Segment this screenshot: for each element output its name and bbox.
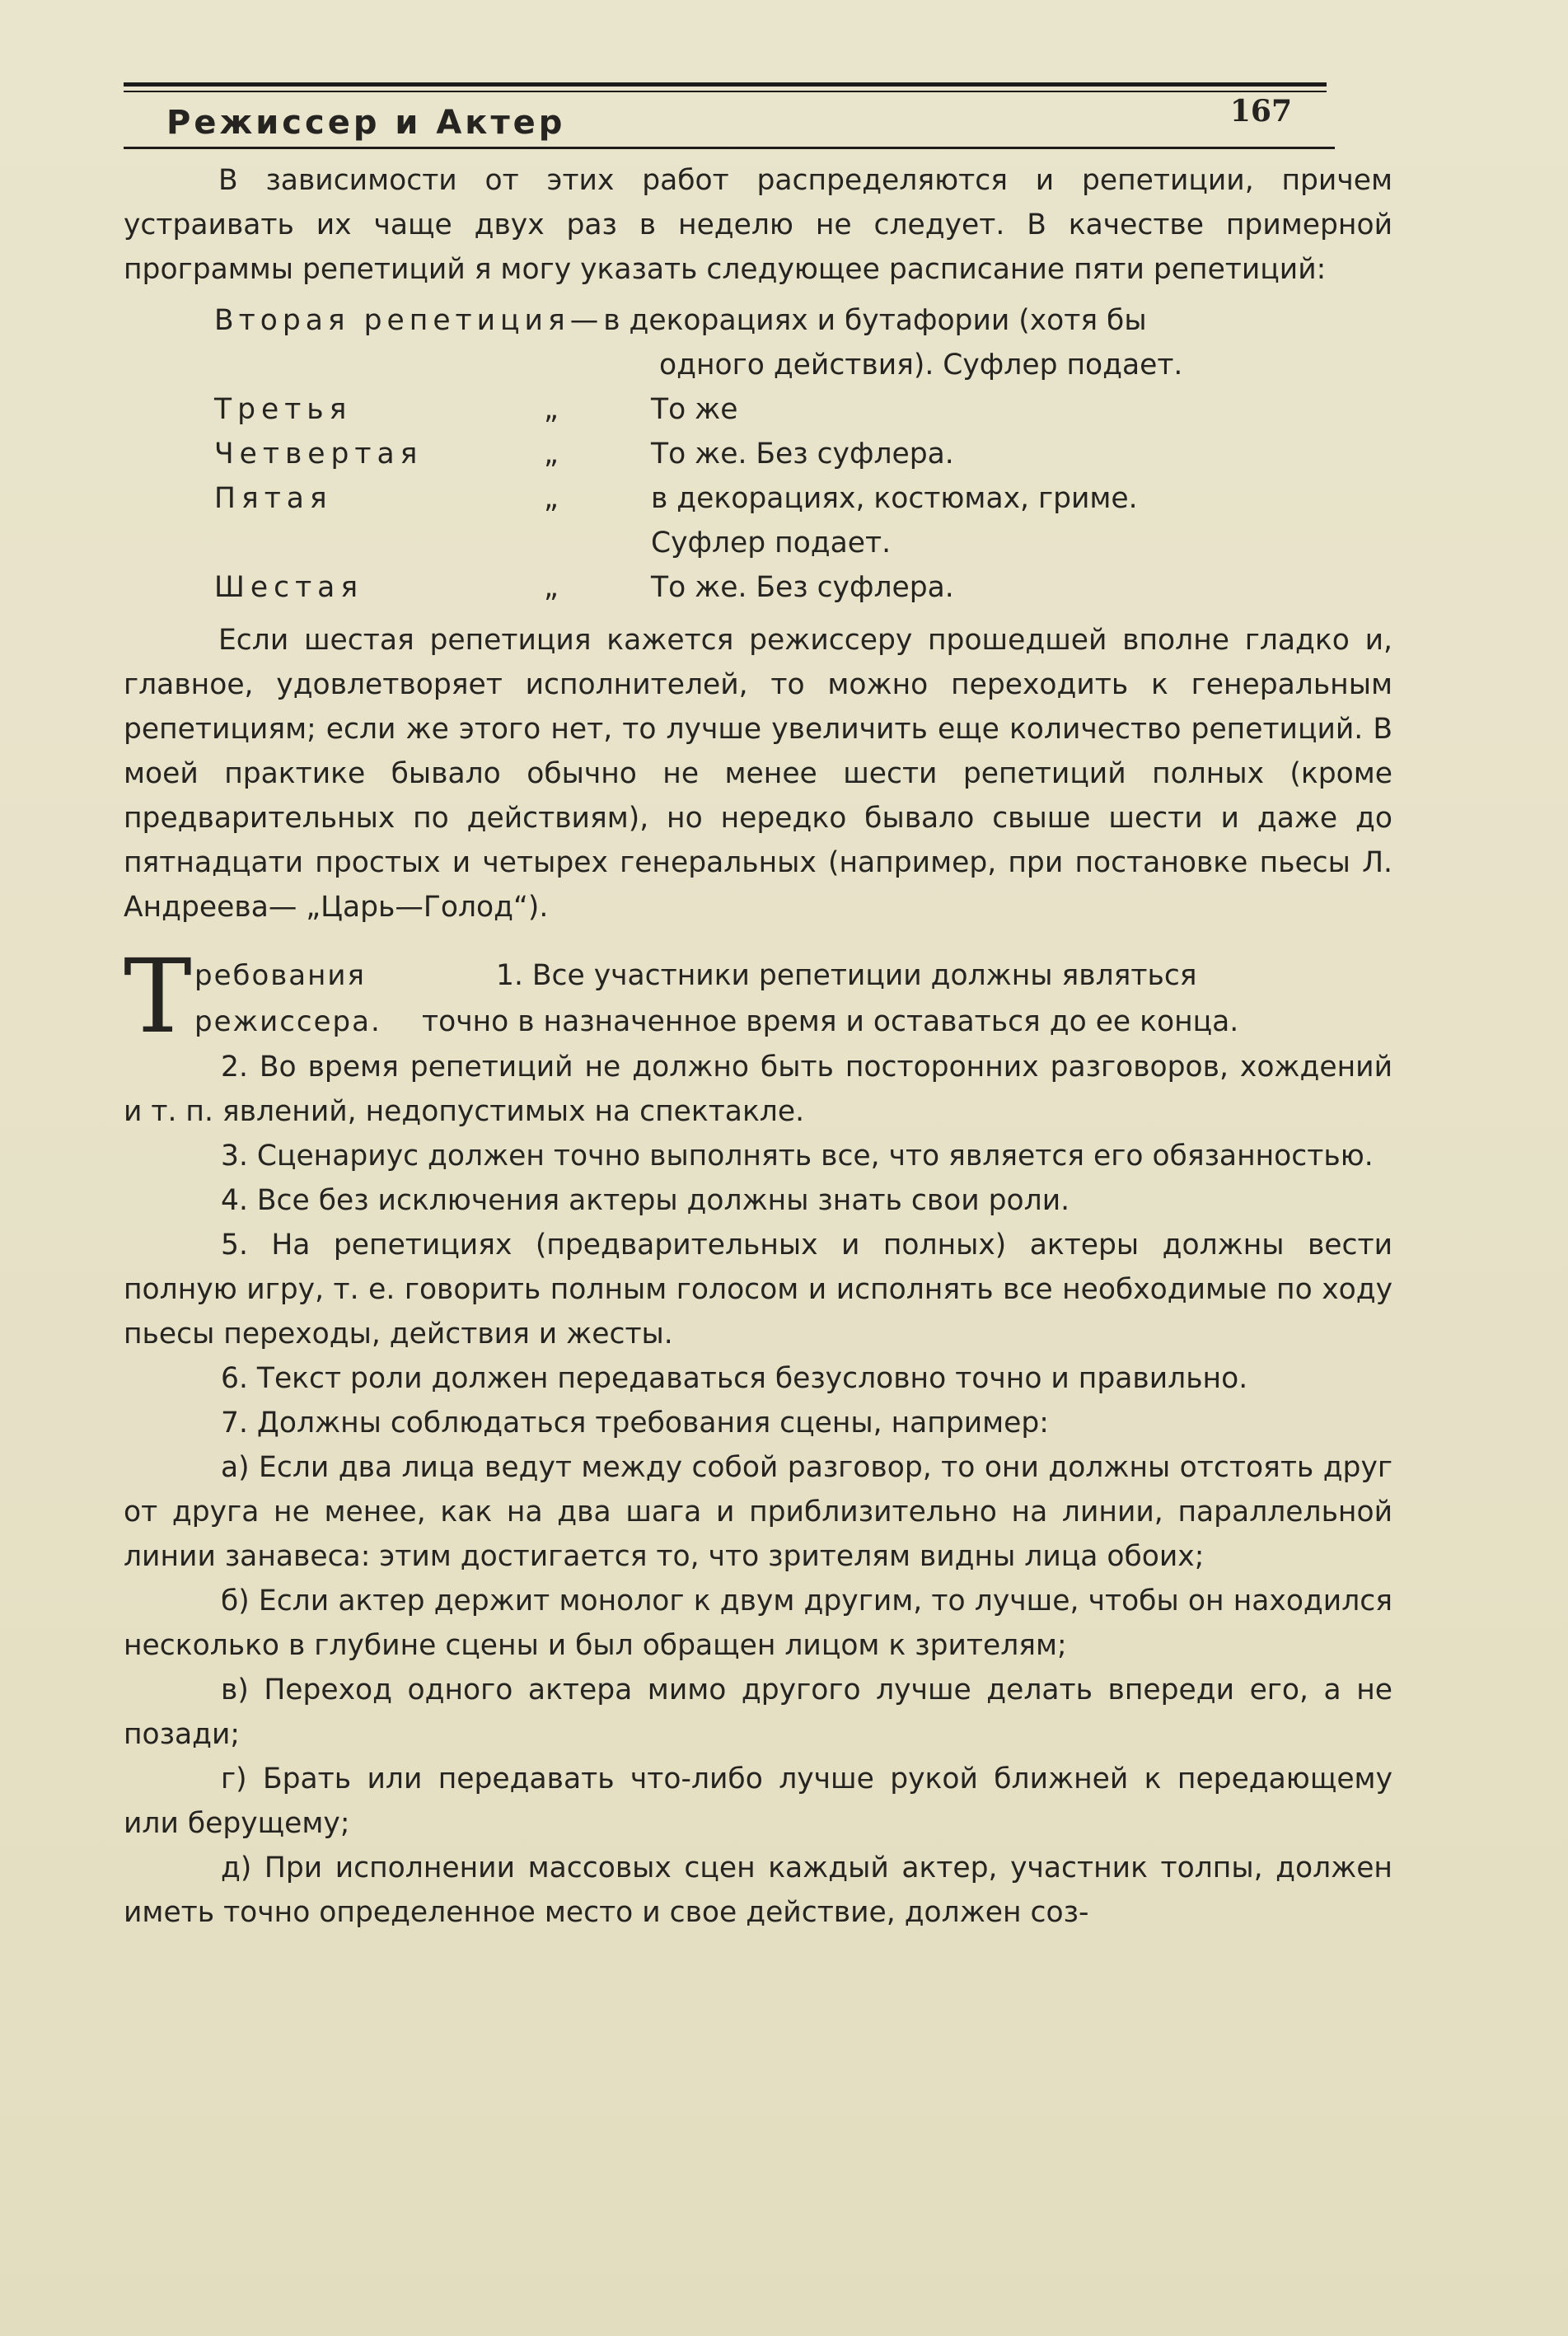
- schedule-text: Суфлер подает.: [651, 527, 892, 559]
- section-heading: [194, 953, 422, 1045]
- schedule-text: То же. Без суфлера.: [651, 438, 954, 470]
- item-1-lead: 1. Все участники репетиции должны являться: [496, 959, 1197, 992]
- sub-item: д) При исполнении массовых сцен каждый актер, участник толпы, должен иметь точно определенное место и свое действие, должен соз-: [124, 1851, 1392, 1929]
- header-rule-top: [124, 82, 1327, 87]
- schedule-text: То же. Без суфлера.: [651, 571, 954, 604]
- item-1-rest: точно в назначенное время и оставаться до ее конца.: [422, 1005, 1239, 1038]
- schedule-ditto: „: [544, 482, 559, 515]
- list-item: 5. На репетициях (предварительных и полных) актеры должны вести полную игру, т. е. говорить полным голосом и исполнять все необходимые по ходу пьесы переходы, действия и жесты.: [124, 1229, 1392, 1351]
- list-item: 7. Должны соблюдаться требования сцены, например:: [221, 1407, 1049, 1440]
- schedule-name: Шестая: [214, 571, 364, 604]
- schedule-name: Пятая: [214, 482, 333, 515]
- schedule-name: [124, 521, 486, 565]
- list-item: 6. Текст роли должен передаваться безусловно точно и правильно.: [221, 1362, 1248, 1395]
- list-item: 4. Все без исключения актеры должны знать свои роли.: [221, 1184, 1070, 1217]
- sub-item: в) Переход одного актера мимо другого лучше делать впереди его, а не позади;: [124, 1674, 1392, 1751]
- schedule-name: Четвертая: [214, 438, 424, 470]
- paragraph-2: Если шестая репетиция кажется режиссеру прошедшей вполне гладко и, главное, удовлетворяет исполнителей, то можно переходить к генеральным репетициям; если же этого нет, то лучше увеличить еще количество репетиций. В моей практике бывало обычно не менее шести репетиций полных (кроме предварительных по действиям), но нередко бывало свыше шести и даже до пятнадцати простых и четырех генеральных (например, при постановке пьесы Л. Андреева— „Царь—Голод“).: [124, 624, 1392, 924]
- schedule-row: [124, 476, 1392, 521]
- sub-item: г) Брать или передавать что-либо лучше рукой ближней к передающему или берущему;: [124, 1763, 1392, 1840]
- requirements-section: [124, 938, 1392, 1056]
- schedule-row-first: [124, 298, 1392, 343]
- sub-item: б) Если актер держит монолог к двум другим, то лучше, чтобы он находился несколько в глубине сцены и был обращен лицом к зрителям;: [124, 1585, 1392, 1662]
- page-number: 167: [1229, 94, 1292, 129]
- section-heading-line-1: ребования: [194, 959, 366, 992]
- schedule-text: в декорациях, костюмах, гриме.: [651, 482, 1138, 515]
- intro-paragraph: В зависимости от этих работ распределяются и репетиции, причем устраивать их чаще двух раз в неделю не следует. В качестве примерной программы репетиций я могу указать следующее расписание пяти репетиций:: [124, 164, 1392, 286]
- list-item: 3. Сценариус должен точно выполнять все, что является его обязанностью.: [221, 1140, 1374, 1173]
- running-title: Режиссер и Актер: [166, 104, 566, 142]
- schedule-name: Третья: [214, 393, 353, 426]
- schedule-ditto: „: [544, 393, 559, 426]
- running-header: [124, 92, 1335, 150]
- page-body: [124, 158, 1392, 1935]
- schedule-ditto: „: [544, 438, 559, 470]
- section-heading-line-2: режиссера.: [194, 1005, 381, 1038]
- schedule-first-text: в декорациях и бутафории (хотя бы: [603, 304, 1147, 337]
- schedule-row: [124, 565, 1392, 610]
- list-item: 2. Во время репетиций не должно быть посторонних разговоров, хождений и т. п. явлений, недопустимых на спектакле.: [124, 1051, 1392, 1128]
- schedule-first-cont: одного действия). Суфлер подает.: [659, 349, 1183, 382]
- schedule-ditto: [486, 521, 651, 565]
- schedule-row: [124, 387, 1392, 432]
- schedule-row-first-cont: [124, 343, 1392, 387]
- rehearsal-schedule: [124, 298, 1392, 610]
- schedule-text: То же: [651, 393, 738, 426]
- schedule-row: [124, 521, 1392, 565]
- item-1: [422, 953, 1392, 1045]
- sub-item: а) Если два лица ведут между собой разговор, то они должны отстоять друг от друга не менее, как на два шага и приблизительно на линии, параллельной линии занавеса: этим достигается то, что зрителям видны лица обоих;: [124, 1451, 1392, 1573]
- schedule-row: [124, 432, 1392, 476]
- schedule-first-label: Вторая репетиция—: [214, 304, 604, 337]
- drop-cap: Т: [124, 938, 192, 1056]
- schedule-ditto: „: [544, 571, 559, 604]
